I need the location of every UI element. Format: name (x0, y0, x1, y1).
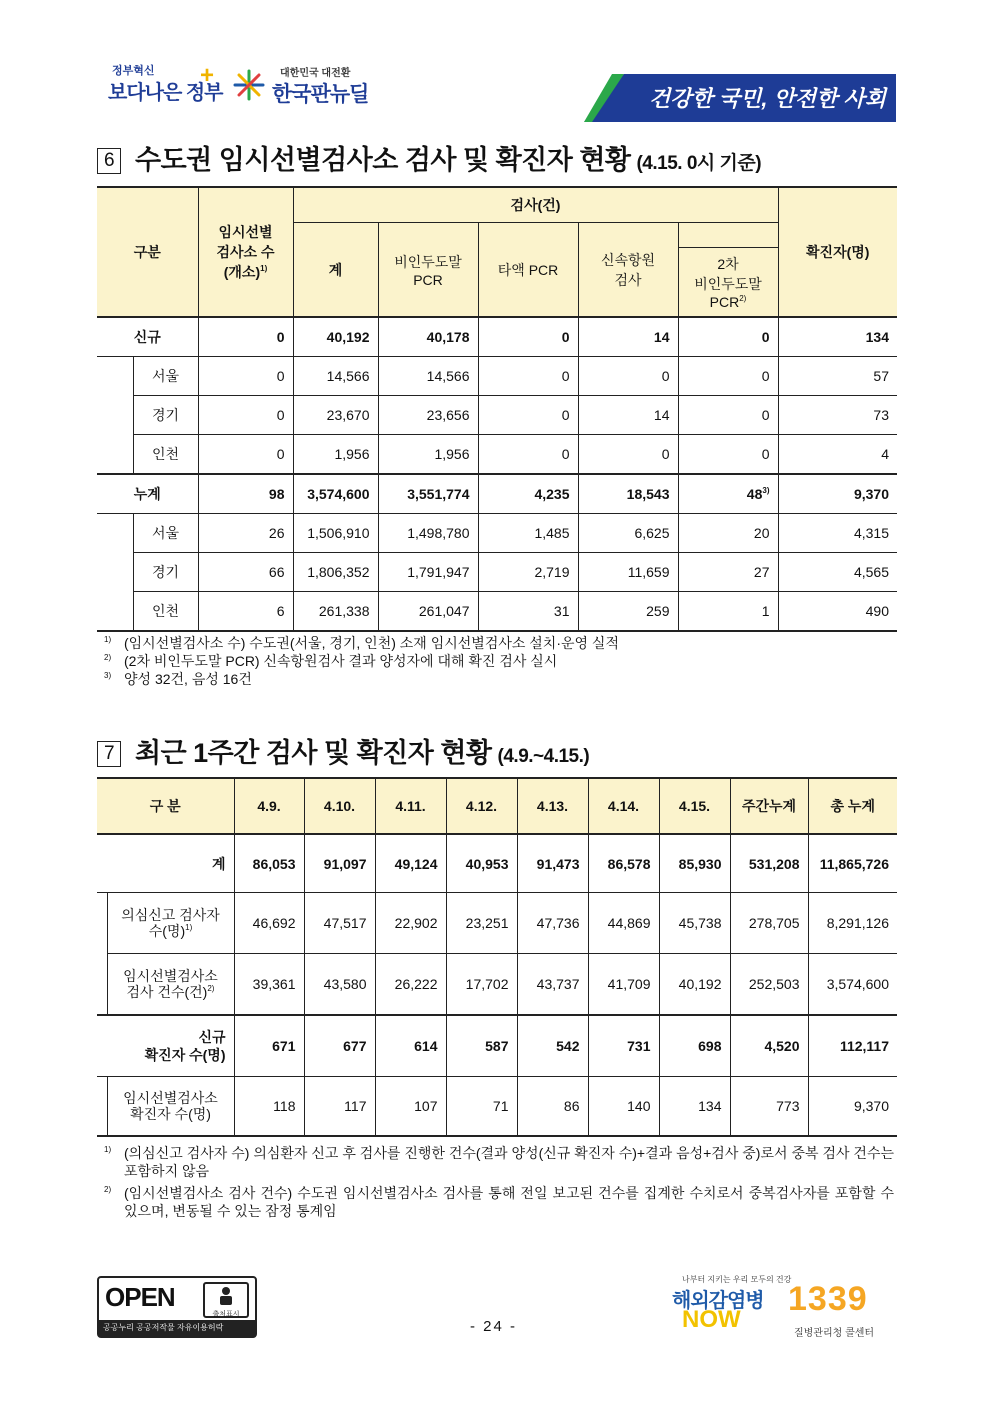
cell-value: 20 (678, 514, 778, 553)
cell-value: 587 (446, 1015, 517, 1077)
metro-screening-table: 구분 임시선별 검사소 수 (개소)$^{1)}$ 검사(건) 확진자(명) 계 비인두도말 PCR 타액 PCR 신속항원 검사 2차 비인두도말 PCR$^{2)}$ 신규 0 40,192 40,178 0 14 0 134 서울 0 14,566 14,566 0 0 0 57 경기 0 23,670 23,656 0 14 0 73 인천 0 1,956 1,956 0 0 0 4 누계 98 3,574,600 3,551,774 4,235 18,543 48$^{3)}$ 9,370 서울 26 1,506,910 1,498,780 1,485 6,625 20 4,315 경기 66 1,806,352 1,791,947 2,719 11,659 27 4,565 인천 6 261,338 261,047 31 259 1 490 (97, 186, 897, 632)
header-cell: 구 분 (97, 778, 234, 834)
cell-value: 4 (778, 435, 897, 475)
table-row (97, 553, 897, 592)
cell-value: 261,047 (378, 592, 478, 632)
cell-value: 22,902 (375, 893, 446, 954)
cell-value: 49,124 (375, 834, 446, 893)
section-number-box: 7 (97, 741, 121, 767)
cell-value: 8,291,126 (808, 893, 897, 954)
cell-value: 1,506,910 (293, 514, 378, 553)
cell-value: 40,953 (446, 834, 517, 893)
cell-value: 14 (578, 396, 678, 435)
footnote: 1) (임시선별검사소 수) 수도권(서울, 경기, 인천) 소재 임시선별검사소 설치·운영 실적 (104, 635, 619, 651)
header-cell: 주간누계 (730, 778, 808, 834)
kdca-call-center-logo: 1339 질병관리청 콜센터 (788, 1280, 875, 1339)
cell-value: 27 (678, 553, 778, 592)
cell-value: 31 (478, 592, 578, 632)
cell-value: 26 (198, 514, 293, 553)
cell-value: 23,656 (378, 396, 478, 435)
cell-value: 71 (446, 1077, 517, 1137)
section-number-box: 6 (97, 148, 121, 174)
row-label: 신규 확진자 수(명) (97, 1015, 234, 1077)
cell-value: 57 (778, 357, 897, 396)
table-row (97, 396, 897, 435)
cell-value: 11,865,726 (808, 834, 897, 893)
cell-value: 17,702 (446, 954, 517, 1016)
cell-value: 1,791,947 (378, 553, 478, 592)
cell-value: 134 (659, 1077, 730, 1137)
cell-value: 0 (478, 435, 578, 475)
header-cell: 4.14. (588, 778, 659, 834)
cell-value: 91,097 (304, 834, 375, 893)
table-row (97, 514, 897, 553)
cell-value: 614 (375, 1015, 446, 1077)
table-row (97, 1015, 897, 1077)
cell-value: 261,338 (293, 592, 378, 632)
cell-value: 490 (778, 592, 897, 632)
cell-value: 1,956 (293, 435, 378, 475)
table-row (97, 592, 897, 632)
cell-value: 4,565 (778, 553, 897, 592)
row-label: 누계 (97, 474, 198, 514)
person-icon (205, 1284, 247, 1306)
cell-value: 3,551,774 (378, 474, 478, 514)
slogan-banner: 건강한 국민, 안전한 사회 (584, 74, 896, 122)
cell-value: 47,736 (517, 893, 588, 954)
row-label: 임시선별검사소 확진자 수(명) (107, 1077, 234, 1137)
cell-value: 1 (678, 592, 778, 632)
header-row (97, 778, 897, 834)
table-row (97, 357, 897, 396)
region-label: 서울 (133, 514, 198, 553)
cell-value: 677 (304, 1015, 375, 1077)
page-number: - 24 - (470, 1318, 518, 1335)
row-label: 계 (97, 834, 234, 893)
cell-value: 107 (375, 1077, 446, 1137)
table-row (97, 1077, 897, 1137)
header-cell: 4.10. (304, 778, 375, 834)
cell-value: 45,738 (659, 893, 730, 954)
korean-new-deal-logo: 대한민국 대전환 한국판뉴딜 (232, 64, 372, 108)
cell-value: 0 (198, 357, 293, 396)
cell-value: 0 (198, 317, 293, 357)
table-row (97, 954, 897, 1016)
cell-value: 46,692 (234, 893, 304, 954)
cell-value: 0 (478, 396, 578, 435)
cell-value: 0 (678, 396, 778, 435)
cell-value: 118 (234, 1077, 304, 1137)
table-row (97, 893, 897, 954)
cell-value: 0 (678, 435, 778, 475)
region-label: 인천 (133, 435, 198, 475)
cell-value: 1,498,780 (378, 514, 478, 553)
cell-value: 773 (730, 1077, 808, 1137)
region-label: 서울 (133, 357, 198, 396)
cell-value: 0 (678, 317, 778, 357)
header-cell: 4.12. (446, 778, 517, 834)
header-cell: 4.9. (234, 778, 304, 834)
cell-value: 1,485 (478, 514, 578, 553)
cell-value: 48$^{3)}$ (678, 474, 778, 514)
cell-value: 0 (478, 357, 578, 396)
header-row-1: 구분 임시선별 검사소 수 (개소)$^{1)}$ 검사(건) 확진자(명) (97, 187, 897, 223)
cell-value: 86,578 (588, 834, 659, 893)
attribution-icon: 출처표시 (203, 1282, 249, 1318)
cell-value: 3,574,600 (808, 954, 897, 1016)
row-label: 임시선별검사소 검사 건수(건)$^{2)}$ (107, 954, 234, 1016)
cell-value: 14,566 (378, 357, 478, 396)
cell-value: 40,192 (293, 317, 378, 357)
cell-value: 6,625 (578, 514, 678, 553)
cell-value: 39,361 (234, 954, 304, 1016)
cell-value: 66 (198, 553, 293, 592)
gov-innovation-logo: 정부혁신 보다나은 정부 + (108, 62, 223, 104)
region-label: 경기 (133, 553, 198, 592)
cell-value: 9,370 (808, 1077, 897, 1137)
header-cell: 4.13. (517, 778, 588, 834)
cell-value: 112,117 (808, 1015, 897, 1077)
table-row (97, 474, 897, 514)
cell-value: 252,503 (730, 954, 808, 1016)
cell-value: 40,178 (378, 317, 478, 357)
cell-value: 4,315 (778, 514, 897, 553)
cell-value: 41,709 (588, 954, 659, 1016)
table-row (97, 834, 897, 893)
overseas-infection-now-logo: 나부터 지키는 우리 모두의 건강 해외감염병 NOW (672, 1275, 792, 1333)
cell-value: 3,574,600 (293, 474, 378, 514)
cell-value: 11,659 (578, 553, 678, 592)
cell-value: 85,930 (659, 834, 730, 893)
table-row (97, 317, 897, 357)
cell-value: 86,053 (234, 834, 304, 893)
cell-value: 23,251 (446, 893, 517, 954)
cell-value: 43,737 (517, 954, 588, 1016)
cell-value: 531,208 (730, 834, 808, 893)
header-cell: 총 누계 (808, 778, 897, 834)
section6-notes (104, 634, 619, 688)
cell-value: 18,543 (578, 474, 678, 514)
cell-value: 14 (578, 317, 678, 357)
cell-value: 731 (588, 1015, 659, 1077)
section6-title: 6 수도권 임시선별검사소 검사 및 확진자 현황 (4.15. 0시 기준) (97, 138, 761, 177)
cell-value: 278,705 (730, 893, 808, 954)
cell-value: 73 (778, 396, 897, 435)
weekly-testing-table (97, 777, 897, 1137)
cell-value: 2,719 (478, 553, 578, 592)
row-label: 의심신고 검사자 수(명)$^{1)}$ (107, 893, 234, 954)
cell-value: 9,370 (778, 474, 897, 514)
cell-value: 134 (778, 317, 897, 357)
header-cell: 4.11. (375, 778, 446, 834)
cell-value: 671 (234, 1015, 304, 1077)
table-row (97, 435, 897, 475)
cell-value: 91,473 (517, 834, 588, 893)
cell-value: 86 (517, 1077, 588, 1137)
page-header (0, 0, 992, 130)
new-deal-star-icon (232, 68, 266, 102)
cell-value: 117 (304, 1077, 375, 1137)
cell-value: 98 (198, 474, 293, 514)
row-label: 신규 (97, 317, 198, 357)
cell-value: 0 (198, 435, 293, 475)
section7-notes (104, 1144, 894, 1220)
region-label: 인천 (133, 592, 198, 632)
cell-value: 0 (578, 357, 678, 396)
cell-value: 0 (198, 396, 293, 435)
footnote: 2) (2차 비인두도말 PCR) 신속항원검사 결과 양성자에 대해 확진 검사 실시 (104, 653, 558, 669)
footnote: 1) (의심신고 검사자 수) 의심환자 신고 후 검사를 진행한 건수(결과 양성(신규 확진자 수)+결과 음성+검사 중)로서 중복 검사 건수는 포함하지 않음 (104, 1145, 894, 1179)
cell-value: 1,806,352 (293, 553, 378, 592)
cell-value: 6 (198, 592, 293, 632)
section7-title: 7 최근 1주간 검사 및 확진자 현황 (4.9.~4.15.) (97, 731, 589, 770)
cell-value: 44,869 (588, 893, 659, 954)
cell-value: 47,517 (304, 893, 375, 954)
cell-value: 23,670 (293, 396, 378, 435)
cell-value: 698 (659, 1015, 730, 1077)
footnote: 3) 양성 32건, 음성 16건 (104, 671, 252, 687)
cell-value: 26,222 (375, 954, 446, 1016)
kogl-open-badge: OPEN 출처표시 공공누리 공공저작물 자유이용허락 (97, 1276, 257, 1338)
cell-value: 542 (517, 1015, 588, 1077)
footnote: 2) (임시선별검사소 검사 건수) 수도권 임시선별검사소 검사를 통해 전일 보고된 건수를 집계한 수치로서 중복검사자를 포함할 수 있으며, 변동될 수 있는 잠정 통계임 (104, 1185, 894, 1219)
cell-value: 259 (578, 592, 678, 632)
cell-value: 4,235 (478, 474, 578, 514)
cell-value: 43,580 (304, 954, 375, 1016)
plus-icon: + (200, 62, 215, 89)
header-cell: 4.15. (659, 778, 730, 834)
cell-value: 1,956 (378, 435, 478, 475)
cell-value: 4,520 (730, 1015, 808, 1077)
cell-value: 0 (678, 357, 778, 396)
cell-value: 14,566 (293, 357, 378, 396)
cell-value: 140 (588, 1077, 659, 1137)
cell-value: 40,192 (659, 954, 730, 1016)
cell-value: 0 (478, 317, 578, 357)
region-label: 경기 (133, 396, 198, 435)
cell-value: 0 (578, 435, 678, 475)
